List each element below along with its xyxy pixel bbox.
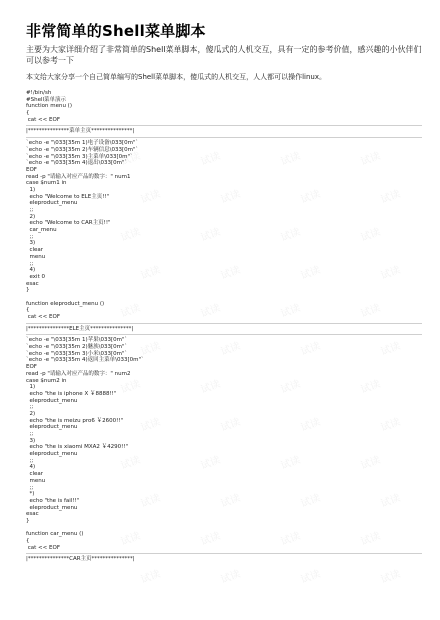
code-line: ;; [26, 404, 34, 411]
code-line: |***************CAR主页***************| [26, 556, 135, 563]
code-line: 4) [26, 267, 36, 274]
code-line: echo "Welcome to CAR主页!!" [26, 220, 111, 227]
code-line: 3) [26, 437, 36, 444]
watermark: 试读 [139, 188, 162, 206]
code-line: *) [26, 491, 35, 498]
code-line [26, 525, 422, 532]
watermark: 试读 [359, 226, 382, 244]
code-line: eleproduct_menu [26, 451, 78, 458]
code-line: 4) [26, 464, 36, 471]
watermark: 试读 [199, 378, 222, 396]
code-line: menu [26, 477, 46, 484]
code-line: ;; [26, 260, 34, 267]
code-line: ;; [26, 457, 34, 464]
code-line: 1) [26, 186, 36, 193]
watermark: 试读 [299, 340, 322, 358]
code-line: ;; [26, 484, 34, 491]
watermark: 试读 [199, 226, 222, 244]
code-line: clear [26, 247, 44, 254]
watermark: 试读 [279, 302, 302, 320]
watermark: 试读 [219, 492, 242, 510]
watermark: 试读 [119, 150, 142, 168]
code-line: esac [26, 280, 39, 287]
watermark: 试读 [279, 378, 302, 396]
code-line: `echo -e "\033[35m 4)退出\033[0m"` [26, 160, 128, 167]
code-line: menu [26, 253, 46, 260]
watermark: 试读 [299, 188, 322, 206]
code-line: |***************ELE主页***************| [26, 325, 134, 332]
code-line: cat << EOF [26, 116, 60, 123]
watermark: 试读 [219, 188, 242, 206]
code-line: eleproduct_menu [26, 397, 78, 404]
code-line: clear [26, 471, 44, 478]
code-line: { [26, 307, 30, 314]
code-line: #!/bin/sh [26, 90, 52, 96]
watermark: 试读 [199, 302, 222, 320]
code-line: ;; [26, 431, 34, 437]
code-line: echo "the is iphone X ￥8888!!" [26, 390, 117, 397]
code-line: } [26, 517, 30, 524]
code-line: exit 0 [26, 273, 45, 280]
watermark: 试读 [219, 264, 242, 282]
watermark: 试读 [379, 340, 402, 358]
code-line: echo "the is meizu pro6 ￥2600!!" [26, 417, 124, 424]
code-line: read -p "请输入对应产品的数字：" num2 [26, 370, 131, 377]
watermark: 试读 [359, 454, 382, 472]
code-line: #Shell菜单演示 [26, 96, 67, 103]
document-title: 非常简单的Shell菜单脚本 [26, 22, 206, 40]
code-line: echo "Welcome to ELE主页!!" [26, 193, 110, 200]
watermark: 试读 [219, 416, 242, 434]
code-line: eleproduct_menu [26, 504, 78, 511]
code-line: `echo -e "\033[35m 2)车辆信息\033[0m"` [26, 146, 139, 153]
code-separator [26, 323, 422, 324]
code-line: } [26, 287, 30, 294]
code-line: `echo -e "\033[35m 1)苹果\033[0m"` [26, 337, 128, 344]
code-line: eleproduct_menu [26, 424, 78, 431]
code-line: esac [26, 511, 39, 518]
watermark: 试读 [199, 530, 222, 548]
code-separator [26, 334, 422, 335]
watermark: 试读 [119, 226, 142, 244]
code-line: read -p "请输入对应产品的数字：" num1 [26, 173, 131, 180]
watermark: 试读 [359, 530, 382, 548]
code-line: `echo -e "\033[35m 1)电子设备\033[0m"` [26, 140, 139, 147]
code-line: function eleproduct_menu () [26, 300, 105, 307]
watermark: 试读 [299, 492, 322, 510]
code-line: cat << EOF [26, 544, 60, 551]
watermark: 试读 [379, 568, 402, 586]
code-line: 2) [26, 213, 36, 220]
watermark: 试读 [299, 568, 322, 586]
watermark: 试读 [279, 150, 302, 168]
code-line: ;; [26, 207, 34, 213]
watermark: 试读 [219, 340, 242, 358]
code-line: ;; [26, 233, 34, 240]
code-line: cat << EOF [26, 314, 60, 320]
watermark: 试读 [119, 530, 142, 548]
code-line: 2) [26, 410, 36, 417]
watermark: 试读 [379, 188, 402, 206]
code-line: function menu () [26, 103, 72, 110]
code-line: { [26, 538, 30, 544]
watermark: 试读 [379, 492, 402, 510]
code-line: echo "the is fail!!" [26, 497, 80, 504]
watermark: 试读 [199, 454, 222, 472]
code-line: `echo -e "\033[35m 3)主菜单\033[0m"` [26, 153, 133, 160]
watermark: 试读 [119, 378, 142, 396]
watermark: 试读 [139, 568, 162, 586]
watermark: 试读 [379, 264, 402, 282]
watermark: 试读 [359, 378, 382, 396]
code-line: case $num1 in [26, 180, 67, 187]
watermark: 试读 [299, 264, 322, 282]
watermark: 试读 [199, 150, 222, 168]
code-line: `echo -e "\033[35m 3)小米\033[0m"` [26, 350, 128, 357]
code-line: 1) [26, 384, 36, 391]
code-line [26, 294, 422, 301]
watermark: 试读 [139, 264, 162, 282]
watermark: 试读 [379, 416, 402, 434]
watermark: 试读 [139, 492, 162, 510]
code-separator [26, 553, 422, 554]
document-intro: 主要为大家详细介绍了非常简单的Shell菜单脚本，傻瓜式的人机交互，具有一定的参考价值，感兴趣的小伙伴们可以参考一下 [26, 45, 422, 65]
code-line: `echo -e "\033[35m 2)魅族\033[0m"` [26, 344, 128, 351]
watermark: 试读 [359, 302, 382, 320]
watermark: 试读 [279, 454, 302, 472]
watermark: 试读 [139, 416, 162, 434]
watermark: 试读 [139, 340, 162, 358]
code-line: EOF [26, 364, 37, 371]
code-line: { [26, 110, 30, 117]
code-line: `echo -e "\033[35m 4)返回主菜单\033[0m"` [26, 357, 144, 364]
watermark: 试读 [219, 568, 242, 586]
code-line: echo "the is xiaomi MXA2 ￥4290!!" [26, 444, 129, 451]
watermark: 试读 [279, 226, 302, 244]
watermark: 试读 [119, 302, 142, 320]
watermark: 试读 [359, 150, 382, 168]
code-line: eleproduct_menu [26, 200, 78, 207]
code-line: EOF [26, 166, 37, 173]
watermark: 试读 [299, 416, 322, 434]
document-summary: 本文给大家分享一个自己简单编写的Shell菜单脚本，傻瓜式的人机交互，人人都可以操作linux。 [26, 73, 326, 81]
code-separator [26, 125, 422, 126]
code-line: 3) [26, 240, 36, 247]
code-line: function car_menu () [26, 531, 84, 538]
code-separator [26, 137, 422, 138]
watermark: 试读 [119, 454, 142, 472]
watermark: 试读 [279, 530, 302, 548]
code-line: |***************菜单主页***************| [26, 128, 135, 135]
code-line: case $num2 in [26, 377, 67, 384]
code-line: car_menu [26, 227, 57, 234]
